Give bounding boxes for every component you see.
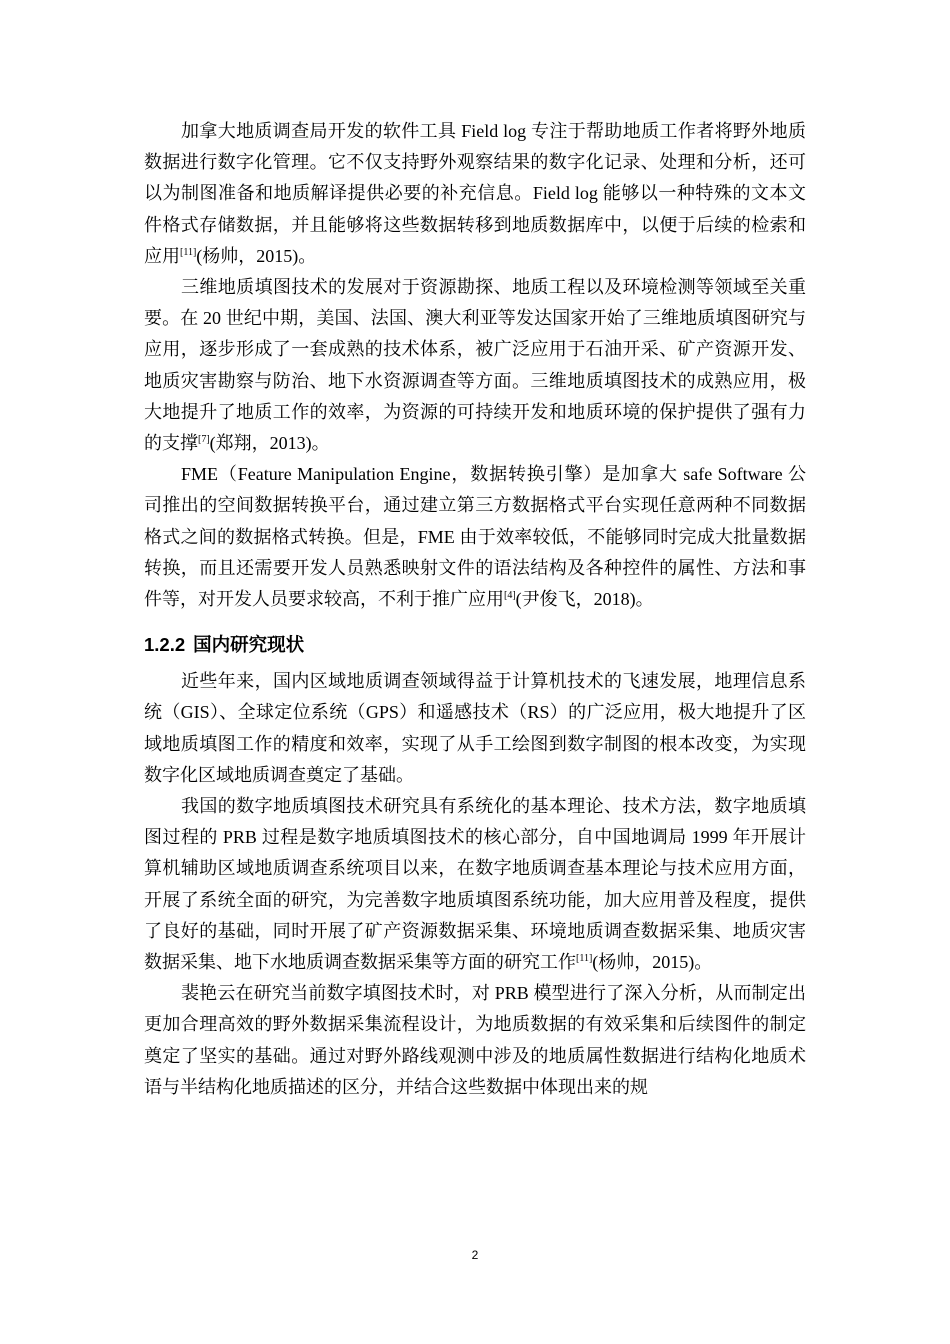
citation-marker: [4] [504, 590, 516, 602]
citation-source: (杨帅，2015)。 [592, 952, 713, 973]
citation-source: (杨帅，2015)。 [196, 245, 317, 266]
paragraph-3d-mapping [144, 272, 806, 459]
paragraph-text: 近些年来，国内区域地质调查领域得益于计算机技术的飞速发展，地理信息系统（GIS）、全球定位系统（GPS）和遥感技术（RS）的广泛应用，极大地提升了区域地质填图工作的精度和效率，实现了从手工绘图到数字制图的根本改变，为实现数字化区域地质调查奠定了基础。 [144, 671, 806, 785]
citation-source: (郑翔，2013)。 [209, 433, 330, 454]
citation-marker: [11] [576, 953, 593, 965]
paragraph-domestic-overview [144, 666, 806, 791]
page-number: 2 [471, 1248, 479, 1262]
paragraph-field-log [144, 116, 806, 272]
paragraph-text: 加拿大地质调查局开发的软件工具 Field log 专注于帮助地质工作者将野外地质数据进行数字化管理。它不仅支持野外观察结果的数字化记录、处理和分析，还可以为制图准备和地质解译提供必要的补充信息。Field log 能够以一种特殊的文本文件格式存储数据，并且能够将这些数据转移到地质数据库中，以便于后续的检索和应用 [144, 121, 806, 266]
document-page [144, 116, 806, 1103]
paragraph-text: 三维地质填图技术的发展对于资源勘探、地质工程以及环境检测等领域至关重要。在 20 世纪中期，美国、法国、澳大利亚等发达国家开始了三维地质填图研究与应用，逐步形成了一套成熟的技术体系，被广泛应用于石油开采、矿产资源开发、地质灾害勘察与防治、地下水资源调查等方面。三维地质填图技术的成熟应用，极大地提升了地质工作的效率，为资源的可持续开发和地质环境的保护提供了强有力的支撑 [144, 277, 806, 454]
paragraph-text: FME（Feature Manipulation Engine，数据转换引擎）是加拿大 safe Software 公司推出的空间数据转换平台，通过建立第三方数据格式平台实现任意两种不同数据格式之间的数据格式转换。但是，FME 由于效率较低，不能够同时完成大批量数据转换，而且还需要开发人员熟悉映射文件的语法结构及各种控件的属性、方法和事件等，对开发人员要求较高，不利于推广应用 [144, 464, 806, 610]
section-title: 国内研究现状 [193, 634, 305, 656]
citation-marker: [7] [198, 434, 210, 446]
paragraph-pei-yanyun [144, 978, 806, 1103]
section-heading [144, 630, 806, 660]
paragraph-text: 裴艳云在研究当前数字填图技术时，对 PRB 模型进行了深入分析，从而制定出更加合理高效的野外数据采集流程设计，为地质数据的有效采集和后续图件的制定奠定了坚实的基础。通过对野外路线观测中涉及的地质属性数据进行结构化地质术语与半结构化地质描述的区分，并结合这些数据中体现出来的规 [144, 983, 806, 1097]
citation-source: (尹俊飞，2018)。 [515, 589, 654, 610]
section-number: 1.2.2 [144, 634, 186, 656]
paragraph-fme [144, 459, 806, 615]
paragraph-text: 我国的数字地质填图技术研究具有系统化的基本理论、技术方法，数字地质填图过程的 PRB 过程是数字地质填图技术的核心部分，自中国地调局 1999 年开展计算机辅助区域地质调查系统项目以来，在数字地质调查基本理论与技术应用方面，开展了系统全面的研究，为完善数字地质填图系统功能，加大应用普及程度，提供了良好的基础，同时开展了矿产资源数据采集、环境地质调查数据采集、地质灾害数据采集、地下水地质调查数据采集等方面的研究工作 [144, 796, 806, 973]
citation-marker: [11] [180, 246, 197, 258]
paragraph-prb-process [144, 791, 806, 978]
